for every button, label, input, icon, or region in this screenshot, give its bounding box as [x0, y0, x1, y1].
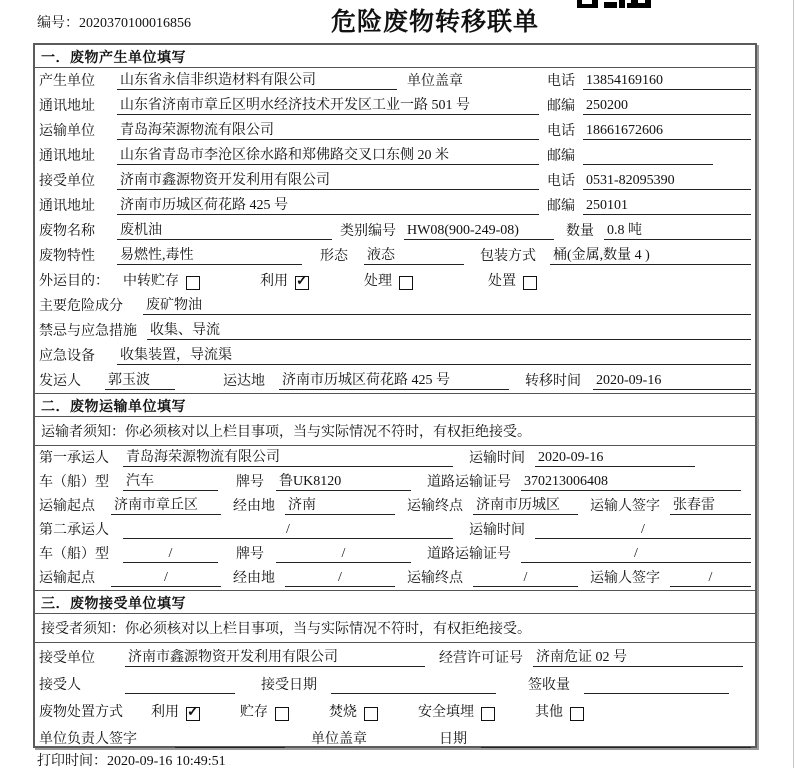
form-label: 运输人签字 [590, 571, 660, 586]
checkbox-unchecked [570, 707, 584, 721]
field-underline: / [535, 521, 751, 539]
form-label: 车（船）型 [39, 475, 109, 490]
form-row [35, 268, 755, 293]
form-label: 签收量 [528, 678, 570, 693]
form-label: 电话 [547, 74, 575, 89]
field-underline: 桶(金属,数量 4 ) [550, 247, 751, 265]
form-label: 邮编 [547, 149, 575, 164]
form-row [35, 368, 755, 393]
field-underline: 13854169160 [583, 72, 751, 90]
form-label: 废物名称 [39, 224, 95, 239]
field-underline: 山东省济南市章丘区明水经济技术开发区工业一路 501 号 [117, 97, 539, 115]
print-time-label: 打印时间： [37, 754, 107, 769]
section-note: 接受者须知：你必须核对以上栏目事项，当与实际情况不符时，有权拒绝接受。 [35, 614, 755, 643]
form-label: 牌号 [236, 475, 264, 490]
checkbox-group [418, 704, 495, 721]
checkbox-unchecked [364, 707, 378, 721]
form-label: 禁忌与应急措施 [39, 324, 137, 339]
checkbox-group [488, 273, 537, 290]
form-label: 运达地 [223, 374, 265, 389]
section-title: 二．废物运输单位填写 [35, 394, 755, 417]
field-underline: / [473, 569, 578, 587]
form-label: 应急设备 [39, 349, 95, 364]
form-label: 废物处置方式 [39, 705, 123, 720]
form-label: 通讯地址 [39, 99, 95, 114]
form-label: 接受单位 [39, 174, 95, 189]
checkbox-unchecked [399, 276, 413, 290]
field-underline: 250101 [583, 197, 751, 215]
checkbox-label: 利用 [151, 705, 179, 720]
checkbox-unchecked [481, 707, 495, 721]
field-underline: 青岛海荣源物流有限公司 [123, 449, 453, 467]
checkbox-checked [295, 276, 309, 290]
form-label: 包装方式 [480, 249, 536, 264]
field-underline [125, 677, 235, 694]
section-title: 三．废物接受单位填写 [35, 591, 755, 614]
form-row [35, 542, 755, 566]
checkbox-label: 其他 [535, 705, 563, 720]
field-underline [175, 731, 285, 748]
field-underline: 济南市鑫源物资开发利用有限公司 [125, 649, 425, 667]
field-underline [331, 677, 496, 694]
field-underline: / [276, 545, 411, 563]
checkbox-label: 中转贮存 [123, 274, 179, 289]
checkbox-unchecked [186, 276, 200, 290]
form-label: 主要危险成分 [39, 299, 123, 314]
form-label: 单位盖章 [407, 74, 463, 89]
checkbox-group [329, 704, 378, 721]
form-label: 经由地 [233, 499, 275, 514]
checkbox-unchecked [275, 707, 289, 721]
form-label: 通讯地址 [39, 199, 95, 214]
form-label: 形态 [320, 249, 348, 264]
form-label: 运输单位 [39, 124, 95, 139]
form-row [35, 168, 755, 193]
form-row [35, 670, 755, 697]
form-row [35, 566, 755, 590]
form-row [35, 218, 755, 243]
form-label: 类别编号 [340, 224, 396, 239]
checkbox-group [151, 704, 200, 721]
field-underline: 汽车 [123, 473, 218, 491]
section-transporter [35, 393, 755, 590]
field-underline: 郭玉波 [105, 372, 175, 390]
form-label: 运输人签字 [590, 499, 660, 514]
field-underline: 2020-09-16 [535, 449, 695, 467]
field-underline: 250200 [583, 97, 751, 115]
field-underline: 济南 [285, 497, 395, 515]
field-underline: 济南市章丘区 [111, 497, 221, 515]
field-underline: 370213006408 [521, 473, 741, 491]
print-time-value: 2020-09-16 10:49:51 [107, 754, 226, 769]
field-underline: / [111, 569, 221, 587]
checkbox-unchecked [523, 276, 537, 290]
checkbox-group [240, 704, 289, 721]
form-label: 邮编 [547, 199, 575, 214]
form-row [35, 518, 755, 542]
checkbox-label: 利用 [260, 274, 288, 289]
form-label: 电话 [547, 174, 575, 189]
field-underline: / [123, 545, 218, 563]
checkbox-label: 安全填埋 [418, 705, 474, 720]
form-label: 道路运输证号 [427, 547, 511, 562]
checkbox-group [364, 273, 413, 290]
checkbox-group [535, 704, 584, 721]
form-label: 接受日期 [261, 678, 317, 693]
form-row [35, 143, 755, 168]
field-underline: / [521, 545, 751, 563]
field-underline: 济南市鑫源物资开发利用有限公司 [117, 172, 539, 190]
section-producer [35, 45, 755, 393]
field-underline: 18661672606 [583, 122, 751, 140]
checkbox-label: 焚烧 [329, 705, 357, 720]
section-receiver [35, 590, 755, 751]
checkbox-group [123, 273, 200, 290]
form-label: 日期 [439, 732, 467, 747]
doc-number-label: 编号： [37, 16, 79, 31]
form-label: 经营许可证号 [439, 651, 523, 666]
field-underline: 2020-09-16 [593, 372, 751, 390]
section-title: 一．废物产生单位填写 [35, 45, 755, 68]
field-underline: 易燃性,毒性 [117, 247, 302, 265]
form-row [35, 343, 755, 368]
field-underline: 0.8 吨 [604, 222, 751, 240]
form-label: 运输时间 [469, 451, 525, 466]
form-label: 运输时间 [469, 523, 525, 538]
field-underline: / [123, 521, 453, 539]
form-row [35, 643, 755, 670]
form-label: 牌号 [236, 547, 264, 562]
form-row [35, 446, 755, 470]
form-label: 运输终点 [407, 571, 463, 586]
doc-title: 危险废物转移联单 [331, 9, 540, 36]
checkbox-label: 处理 [364, 274, 392, 289]
form-row [35, 494, 755, 518]
field-underline: 山东省青岛市李沧区徐水路和郑佛路交叉口东侧 20 米 [117, 147, 539, 165]
checkbox-checked [186, 707, 200, 721]
checkbox-label: 处置 [488, 274, 516, 289]
form-label: 外运目的： [39, 274, 109, 289]
form-label: 发运人 [39, 374, 81, 389]
field-underline: 0531-82095390 [583, 172, 751, 190]
form-label: 邮编 [547, 99, 575, 114]
form-label: 第二承运人 [39, 523, 109, 538]
field-underline: 山东省永信非织造材料有限公司 [117, 72, 397, 90]
field-underline: HW08(900-249-08) [404, 222, 554, 240]
field-underline: 张春雷 [670, 497, 751, 515]
field-underline: 鲁UK8120 [276, 473, 411, 491]
form-row [35, 470, 755, 494]
form-label: 电话 [547, 124, 575, 139]
checkbox-label: 贮存 [240, 705, 268, 720]
form-label: 产生单位 [39, 74, 95, 89]
form-label: 第一承运人 [39, 451, 109, 466]
page-header [0, 0, 796, 43]
form-row [35, 68, 755, 93]
form-row [35, 318, 755, 343]
field-underline: 液态 [364, 247, 464, 265]
form-row [35, 697, 755, 724]
field-underline: 济南危证 02 号 [533, 649, 743, 667]
field-underline [481, 731, 751, 748]
qr-code-fragment [575, 0, 653, 10]
doc-number [37, 12, 191, 32]
form-label: 接受单位 [39, 651, 95, 666]
form-label: 通讯地址 [39, 149, 95, 164]
form-label: 单位盖章 [311, 732, 367, 747]
form-label: 废物特性 [39, 249, 95, 264]
form-row [35, 93, 755, 118]
form-row [35, 193, 755, 218]
field-underline: 收集、导流 [147, 322, 751, 340]
form-label: 车（船）型 [39, 547, 109, 562]
print-time [37, 750, 226, 770]
form-label: 运输起点 [39, 571, 95, 586]
form-label: 运输起点 [39, 499, 95, 514]
field-underline: 济南市历城区荷花路 425 号 [117, 197, 539, 215]
field-underline: 收集装置，导流渠 [117, 347, 751, 365]
field-underline: 青岛海荣源物流有限公司 [117, 122, 539, 140]
form-row [35, 293, 755, 318]
form-label: 运输终点 [407, 499, 463, 514]
form-label: 接受人 [39, 678, 81, 693]
form-label: 单位负责人签字 [39, 732, 137, 747]
field-underline: 废矿物油 [143, 297, 751, 315]
field-underline [583, 148, 713, 165]
form-row [35, 243, 755, 268]
field-underline [584, 677, 729, 694]
field-underline: 济南市历城区 [473, 497, 578, 515]
transfer-manifest-form [33, 43, 757, 748]
form-label: 经由地 [233, 571, 275, 586]
page-edge-line [793, 0, 794, 768]
form-label: 转移时间 [525, 374, 581, 389]
form-label: 道路运输证号 [427, 475, 511, 490]
form-row [35, 724, 755, 751]
field-underline: / [285, 569, 395, 587]
section-note: 运输者须知：你必须核对以上栏目事项，当与实际情况不符时，有权拒绝接受。 [35, 417, 755, 446]
checkbox-group [260, 273, 309, 290]
field-underline: / [670, 569, 751, 587]
form-row [35, 118, 755, 143]
field-underline: 废机油 [117, 222, 332, 240]
field-underline: 济南市历城区荷花路 425 号 [279, 372, 509, 390]
form-label: 数量 [566, 224, 594, 239]
doc-number-value: 2020370100016856 [79, 16, 191, 31]
